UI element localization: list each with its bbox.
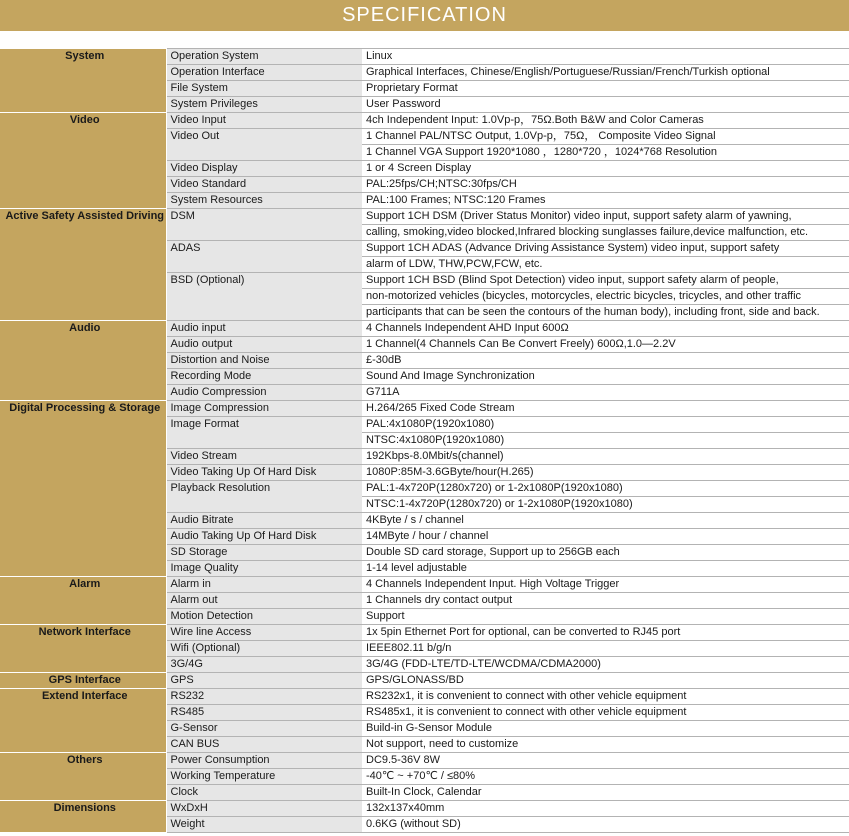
spec-value: £-30dB xyxy=(362,353,849,369)
spec-row xyxy=(0,689,849,705)
spec-table-body xyxy=(0,49,849,833)
spec-value: participants that can be seen the contours of the human body), including front, side and back. xyxy=(362,305,849,321)
spec-value: Not support, need to customize xyxy=(362,737,849,753)
spec-value: alarm of LDW, THW,PCW,FCW, etc. xyxy=(362,257,849,273)
page-title: SPECIFICATION xyxy=(342,4,507,26)
spec-value: PAL:1-4x720P(1280x720) or 1-2x1080P(1920x1080) xyxy=(362,481,849,497)
spec-table xyxy=(0,48,849,833)
spec-value: Linux xyxy=(362,49,849,65)
spec-item-wxdxh: WxDxH xyxy=(166,801,362,817)
category-alarm: Alarm xyxy=(0,577,166,625)
spec-item-image-compression: Image Compression xyxy=(166,401,362,417)
spec-value: 1 Channel(4 Channels Can Be Convert Freely) 600Ω,1.0—2.2V xyxy=(362,337,849,353)
spec-value: Support xyxy=(362,609,849,625)
spec-item-bsd-optional: BSD (Optional) xyxy=(166,273,362,321)
spec-item-rs485: RS485 xyxy=(166,705,362,721)
spec-item-operation-system: Operation System xyxy=(166,49,362,65)
spec-row xyxy=(0,801,849,817)
spec-value: H.264/265 Fixed Code Stream xyxy=(362,401,849,417)
spec-row xyxy=(0,753,849,769)
spec-value: PAL:4x1080P(1920x1080) xyxy=(362,417,849,433)
spec-item-audio-bitrate: Audio Bitrate xyxy=(166,513,362,529)
spec-row xyxy=(0,209,849,225)
spec-item-working-temperature: Working Temperature xyxy=(166,769,362,785)
spec-item-recording-mode: Recording Mode xyxy=(166,369,362,385)
spec-value: IEEE802.11 b/g/n xyxy=(362,641,849,657)
spec-row xyxy=(0,577,849,593)
spec-value: 4ch Independent Input: 1.0Vp-p，75Ω.Both B&W and Color Cameras xyxy=(362,113,849,129)
spec-value: Sound And Image Synchronization xyxy=(362,369,849,385)
spec-row xyxy=(0,401,849,417)
spec-item-image-quality: Image Quality xyxy=(166,561,362,577)
spec-value: G711A xyxy=(362,385,849,401)
spec-value: non-motorized vehicles (bicycles, motorcycles, electric bicycles, tricycles, and other traffic xyxy=(362,289,849,305)
spec-item-power-consumption: Power Consumption xyxy=(166,753,362,769)
spec-item-distortion-and-noise: Distortion and Noise xyxy=(166,353,362,369)
specification-banner xyxy=(0,0,849,31)
category-active-safety-assisted-driving: Active Safety Assisted Driving xyxy=(0,209,166,321)
spec-item-audio-compression: Audio Compression xyxy=(166,385,362,401)
spec-value: 1 Channel VGA Support 1920*1080 ，1280*720 ，1024*768 Resolution xyxy=(362,145,849,161)
spec-value: calling, smoking,video blocked,Infrared blocking sunglasses failure,device malfunction, etc. xyxy=(362,225,849,241)
spec-item-playback-resolution: Playback Resolution xyxy=(166,481,362,513)
spec-value: Build-in G-Sensor Module xyxy=(362,721,849,737)
spec-item-alarm-out: Alarm out xyxy=(166,593,362,609)
spec-item-g-sensor: G-Sensor xyxy=(166,721,362,737)
spec-item-weight: Weight xyxy=(166,817,362,833)
category-digital-processing-storage: Digital Processing & Storage xyxy=(0,401,166,577)
spec-item-system-privileges: System Privileges xyxy=(166,97,362,113)
spec-item-adas: ADAS xyxy=(166,241,362,273)
spec-value: Support 1CH BSD (Blind Spot Detection) video input, support safety alarm of people, xyxy=(362,273,849,289)
spec-item-wire-line-access: Wire line Access xyxy=(166,625,362,641)
category-audio: Audio xyxy=(0,321,166,401)
category-network-interface: Network Interface xyxy=(0,625,166,673)
spec-row xyxy=(0,673,849,689)
spec-item-operation-interface: Operation Interface xyxy=(166,65,362,81)
spec-value: DC9.5-36V 8W xyxy=(362,753,849,769)
spec-row xyxy=(0,49,849,65)
spec-item-video-display: Video Display xyxy=(166,161,362,177)
category-video: Video xyxy=(0,113,166,209)
spec-item-video-out: Video Out xyxy=(166,129,362,161)
spec-item-rs232: RS232 xyxy=(166,689,362,705)
spec-item-alarm-in: Alarm in xyxy=(166,577,362,593)
spec-value: Built-In Clock, Calendar xyxy=(362,785,849,801)
spec-item-video-taking-up-of-hard-disk: Video Taking Up Of Hard Disk xyxy=(166,465,362,481)
spec-value: -40℃ ~ +70℃ / ≤80% xyxy=(362,769,849,785)
spec-item-file-system: File System xyxy=(166,81,362,97)
spec-value: 14MByte / hour / channel xyxy=(362,529,849,545)
spec-value: 4 Channels Independent AHD Input 600Ω xyxy=(362,321,849,337)
spec-item-clock: Clock xyxy=(166,785,362,801)
spec-item-3g-4g: 3G/4G xyxy=(166,657,362,673)
spec-value: Support 1CH DSM (Driver Status Monitor) video input, support safety alarm of yawning, xyxy=(362,209,849,225)
spec-item-can-bus: CAN BUS xyxy=(166,737,362,753)
spec-value: 132x137x40mm xyxy=(362,801,849,817)
category-extend-interface: Extend Interface xyxy=(0,689,166,753)
spec-item-sd-storage: SD Storage xyxy=(166,545,362,561)
spec-value: PAL:100 Frames; NTSC:120 Frames xyxy=(362,193,849,209)
spec-item-system-resources: System Resources xyxy=(166,193,362,209)
category-system: System xyxy=(0,49,166,113)
spec-value: NTSC:4x1080P(1920x1080) xyxy=(362,433,849,449)
spec-item-image-format: Image Format xyxy=(166,417,362,449)
spec-row xyxy=(0,625,849,641)
spec-value: RS485x1, it is convenient to connect with other vehicle equipment xyxy=(362,705,849,721)
category-dimensions: Dimensions xyxy=(0,801,166,833)
spec-value: 3G/4G (FDD-LTE/TD-LTE/WCDMA/CDMA2000) xyxy=(362,657,849,673)
spec-value: 1 Channels dry contact output xyxy=(362,593,849,609)
spec-value: 1 or 4 Screen Display xyxy=(362,161,849,177)
spec-item-video-stream: Video Stream xyxy=(166,449,362,465)
spec-value: Support 1CH ADAS (Advance Driving Assistance System) video input, support safety xyxy=(362,241,849,257)
spec-value: 1080P:85M-3.6GByte/hour(H.265) xyxy=(362,465,849,481)
spec-value: 192Kbps-8.0Mbit/s(channel) xyxy=(362,449,849,465)
spec-item-motion-detection: Motion Detection xyxy=(166,609,362,625)
spec-value: PAL:25fps/CH;NTSC:30fps/CH xyxy=(362,177,849,193)
spec-item-video-standard: Video Standard xyxy=(166,177,362,193)
category-gps-interface: GPS Interface xyxy=(0,673,166,689)
spec-value: GPS/GLONASS/BD xyxy=(362,673,849,689)
spec-value: 4KByte / s / channel xyxy=(362,513,849,529)
spec-value: RS232x1, it is convenient to connect with other vehicle equipment xyxy=(362,689,849,705)
spec-value: 1 Channel PAL/NTSC Output, 1.0Vp-p，75Ω， Composite Video Signal xyxy=(362,129,849,145)
spec-row xyxy=(0,113,849,129)
spec-value: 4 Channels Independent Input. High Voltage Trigger xyxy=(362,577,849,593)
spec-item-audio-taking-up-of-hard-disk: Audio Taking Up Of Hard Disk xyxy=(166,529,362,545)
spec-row xyxy=(0,321,849,337)
spec-value: Graphical Interfaces, Chinese/English/Portuguese/Russian/French/Turkish optional xyxy=(362,65,849,81)
spec-value: Proprietary Format xyxy=(362,81,849,97)
spec-value: 1x 5pin Ethernet Port for optional, can be converted to RJ45 port xyxy=(362,625,849,641)
spec-item-gps: GPS xyxy=(166,673,362,689)
category-others: Others xyxy=(0,753,166,801)
spec-value: NTSC:1-4x720P(1280x720) or 1-2x1080P(1920x1080) xyxy=(362,497,849,513)
spec-item-audio-input: Audio input xyxy=(166,321,362,337)
spec-value: 1-14 level adjustable xyxy=(362,561,849,577)
spec-value: 0.6KG (without SD) xyxy=(362,817,849,833)
spec-table-wrapper xyxy=(0,48,849,833)
spec-value: User Password xyxy=(362,97,849,113)
spec-item-audio-output: Audio output xyxy=(166,337,362,353)
spec-item-video-input: Video Input xyxy=(166,113,362,129)
spec-item-dsm: DSM xyxy=(166,209,362,241)
spec-item-wifi-optional: Wifi (Optional) xyxy=(166,641,362,657)
spec-value: Double SD card storage, Support up to 256GB each xyxy=(362,545,849,561)
